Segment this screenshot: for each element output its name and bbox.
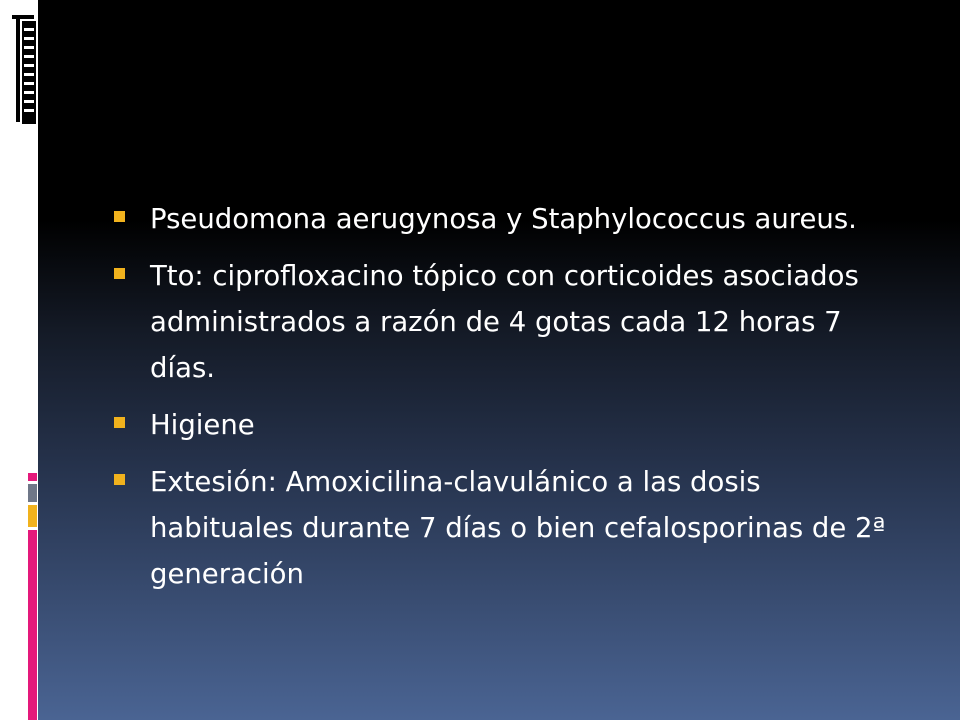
bullet-text: Extesión: Amoxicilina-clavulánico a las dosis habituales durante 7 días o bien cefalosporinas de 2ª generación xyxy=(150,466,886,590)
bullet-list xyxy=(114,196,904,597)
square-bullet-icon xyxy=(114,268,125,279)
gray-accent-bar xyxy=(28,484,37,502)
gold-accent-bar xyxy=(28,505,37,527)
square-bullet-icon xyxy=(114,417,125,428)
document-stack-logo-icon xyxy=(0,0,38,130)
magenta-accent-bar xyxy=(28,530,37,720)
square-bullet-icon xyxy=(114,474,125,485)
square-bullet-icon xyxy=(114,211,125,222)
slide-content xyxy=(114,196,904,608)
bullet-item-extension xyxy=(114,459,904,597)
bullet-text: Higiene xyxy=(150,409,255,441)
bullet-item-treatment xyxy=(114,253,904,391)
bullet-text: Tto: ciprofloxacino tópico con corticoides asociados administrados a razón de 4 gotas cada 12 horas 7 días. xyxy=(150,260,859,384)
bullet-item-hygiene xyxy=(114,402,904,448)
bullet-text: Pseudomona aerugynosa y Staphylococcus aureus. xyxy=(150,203,857,235)
bullet-item-pathogens xyxy=(114,196,904,242)
pink-accent-bar xyxy=(28,473,37,481)
